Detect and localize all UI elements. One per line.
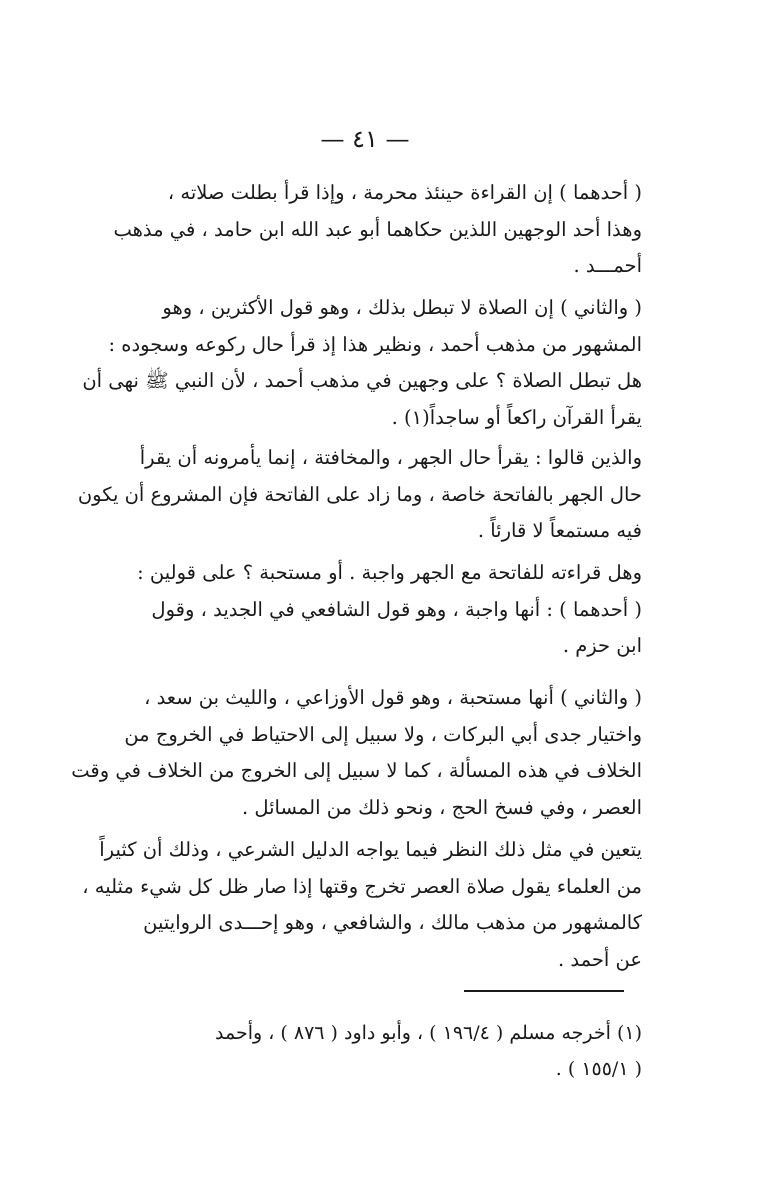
text-line: واختيار جدى أبي البركات ، ولا سبيل إلى الاحتياط في الخروج من [124, 722, 642, 746]
paragraph-2 [82, 290, 642, 436]
footnote-divider [464, 990, 624, 992]
text-line: ( والثاني ) إن الصلاة لا تبطل بذلك ، وهو قول الأكثرين ، وهو [162, 296, 642, 319]
text-line: من العلماء يقول صلاة العصر تخرج وقتها إذا صار ظل كل شيء مثليه ، [82, 874, 642, 898]
text-line: والذين قالوا : يقرأ حال الجهر ، والمخافتة ، إنما يأمرونه أن يقرأ [139, 446, 642, 469]
page-number: — ٤١ — [320, 125, 410, 153]
text-line: وهذا أحد الوجهين اللذين حكاهما أبو عبد الله ابن حامد ، في مذهب [113, 217, 642, 241]
text-line: المشهور من مذهب أحمد ، ونظير هذا إذ قرأ حال ركوعه وسجوده : [108, 332, 642, 356]
text-line: الخلاف في هذه المسألة ، كما لا سبيل إلى الخروج من الخلاف في وقت [71, 759, 642, 782]
text-line: فيه مستمعاً لا قارئاً . [477, 519, 642, 542]
text-line: ابن حزم . [562, 634, 642, 657]
text-line: العصر ، وفي فسخ الحج ، ونحو ذلك من المسائل . [241, 795, 642, 819]
paragraph-1 [113, 175, 642, 285]
text-line: ( أحدهما ) إن القراءة حينئذ محرمة ، وإذا قرأ بطلت صلاته ، [167, 181, 642, 204]
text-line: يتعين في مثل ذلك النظر فيما يواجه الدليل الشرعي ، وذلك أن كثيراً [99, 838, 642, 861]
text-line: هل تبطل الصلاة ؟ على وجهين في مذهب أحمد ، لأن النبي ﷺ نهى أن [82, 369, 642, 392]
text-line: يقرأ القرآن راكعاً أو ساجداً(١) . [391, 405, 642, 429]
paragraph-3 [77, 440, 642, 550]
text-line: عن أحمد . [557, 947, 642, 971]
text-line: كالمشهور من مذهب مالك ، والشافعي ، وهو إحـــدى الروايتين [143, 911, 642, 934]
footnote [130, 1015, 642, 1087]
text-line: حال الجهر بالفاتحة خاصة ، وما زاد على الفاتحة فإن المشروع أن يكون [77, 482, 642, 506]
text-line: ( والثاني ) أنها مستحبة ، وهو قول الأوزاعي ، والليث بن سعد ، [144, 686, 642, 709]
paragraph-4 [130, 555, 642, 665]
paragraph-5 [71, 680, 642, 826]
text-line: أحمـــد . [573, 254, 642, 277]
footnote-line: (١) أخرجه مسلم ( ١٩٦/٤ ) ، وأبو داود ( ٨٧٦ ) ، وأحمد [215, 1022, 642, 1044]
paragraph-6 [82, 832, 642, 978]
text-line: وهل قراءته للفاتحة مع الجهر واجبة . أو مستحبة ؟ على قولين : [137, 561, 642, 584]
text-line: ( أحدهما ) : أنها واجبة ، وهو قول الشافعي في الجديد ، وقول [151, 597, 642, 621]
footnote-line: ( ١٥٥/١ ) . [555, 1058, 642, 1080]
